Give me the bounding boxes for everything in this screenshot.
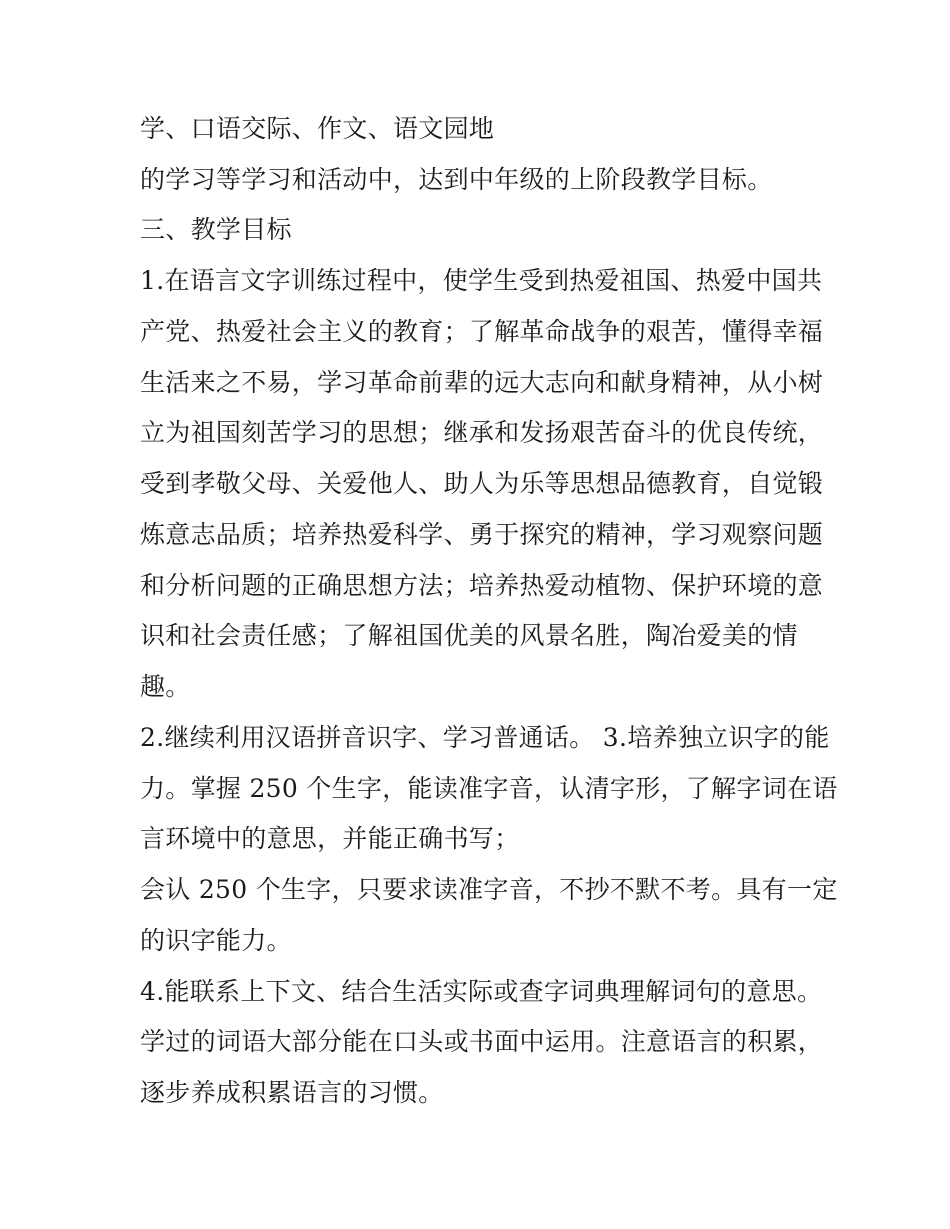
text-line-18: 4.能联系上下文、结合生活实际或查字词典理解词句的意思。 bbox=[140, 977, 823, 1006]
text-line-19: 学过的词语大部分能在口头或书面中运用。注意语言的积累， bbox=[140, 1027, 824, 1056]
text-line-8: 受到孝敬父母、关爱他人、助人为乐等思想品德教育，自觉锻 bbox=[140, 469, 824, 498]
text-line-12: 趣。 bbox=[140, 672, 191, 701]
text-line-13: 2.继续利用汉语拼音识字、学习普通话。 3.培养独立识字的能 bbox=[140, 723, 830, 752]
text-line-4: 1.在语言文字训练过程中，使学生受到热爱祖国、热爱中国共 bbox=[140, 266, 823, 295]
text-line-7: 立为祖国刻苦学习的思想；继承和发扬艰苦奋斗的优良传统， bbox=[140, 418, 824, 447]
text-line-5: 产党、热爱社会主义的教育；了解革命战争的艰苦，懂得幸福 bbox=[140, 317, 824, 346]
text-line-6: 生活来之不易，学习革命前辈的远大志向和献身精神，从小树 bbox=[140, 368, 824, 397]
section-heading: 三、教学目标 bbox=[140, 215, 292, 244]
text-line-15: 言环境中的意思，并能正确书写； bbox=[140, 824, 520, 853]
text-line-14: 力。掌握 250 个生字，能读准字音，认清字形，了解字词在语 bbox=[140, 774, 838, 803]
text-line-2: 的学习等学习和活动中，达到中年级的上阶段教学目标。 bbox=[140, 165, 773, 194]
text-line-9: 炼意志品质；培养热爱科学、勇于探究的精神，学习观察问题 bbox=[140, 520, 824, 549]
text-line-10: 和分析问题的正确思想方法；培养热爱动植物、保护环境的意 bbox=[140, 571, 824, 600]
text-line-17: 的识字能力。 bbox=[140, 926, 292, 955]
text-line-11: 识和社会责任感；了解祖国优美的风景名胜，陶冶爱美的情 bbox=[140, 621, 798, 650]
text-line-1: 学、口语交际、作文、语文园地 bbox=[140, 114, 495, 143]
text-line-20: 逐步养成积累语言的习惯。 bbox=[140, 1078, 444, 1107]
text-line-16: 会认 250 个生字，只要求读准字音，不抄不默不考。具有一定 bbox=[140, 875, 838, 904]
